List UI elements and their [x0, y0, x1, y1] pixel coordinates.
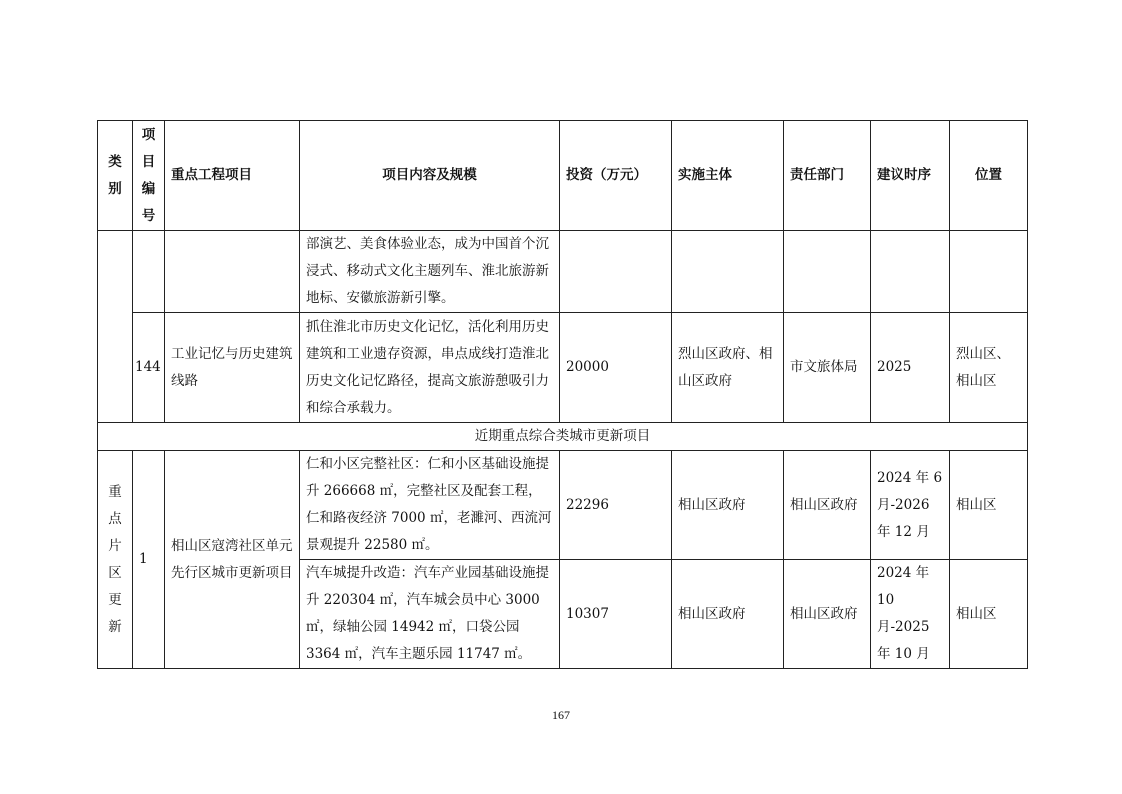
implementer-cell: 相山区政府	[672, 560, 784, 669]
number-cell: 144	[133, 313, 165, 423]
department-cell: 相山区政府	[784, 451, 871, 560]
location-cell: 相山区	[950, 451, 1028, 560]
number-cell	[133, 231, 165, 313]
header-investment: 投资（万元）	[560, 121, 672, 231]
section-title-row	[98, 423, 1028, 451]
content-cell: 抓住淮北市历史文化记忆，活化利用历史建筑和工业遗存资源，串点成线打造淮北历史文化记忆路径，提高文旅游憩吸引力和综合承载力。	[300, 313, 560, 423]
project-cell	[165, 231, 300, 313]
investment-cell	[560, 231, 672, 313]
table-row	[98, 231, 1028, 313]
table-row	[98, 451, 1028, 560]
header-schedule: 建议时序	[871, 121, 950, 231]
table-row	[98, 313, 1028, 423]
schedule-cell: 2024 年 6 月-2026 年 12 月	[871, 451, 950, 560]
header-category: 类 别	[98, 121, 133, 231]
investment-cell: 10307	[560, 560, 672, 669]
project-cell: 工业记忆与历史建筑线路	[165, 313, 300, 423]
header-row	[98, 121, 1028, 231]
investment-cell: 20000	[560, 313, 672, 423]
section-project-cell: 相山区寇湾社区单元先行区城市更新项目	[165, 451, 300, 669]
section-number-cell: 1	[133, 451, 165, 669]
project-table	[97, 120, 1028, 669]
header-department: 责任部门	[784, 121, 871, 231]
department-cell	[784, 231, 871, 313]
header-implementer: 实施主体	[672, 121, 784, 231]
schedule-cell: 2024 年 10 月-2025 年 10 月	[871, 560, 950, 669]
implementer-cell: 烈山区政府、相山区政府	[672, 313, 784, 423]
department-cell: 市文旅体局	[784, 313, 871, 423]
header-location: 位置	[950, 121, 1028, 231]
section-category-cell: 重 点 片 区 更 新	[98, 451, 133, 669]
header-content: 项目内容及规模	[300, 121, 560, 231]
location-cell	[950, 231, 1028, 313]
implementer-cell	[672, 231, 784, 313]
section-title: 近期重点综合类城市更新项目	[98, 423, 1028, 451]
investment-cell: 22296	[560, 451, 672, 560]
department-cell: 相山区政府	[784, 560, 871, 669]
content-cell: 仁和小区完整社区：仁和小区基础设施提升 266668 ㎡，完整社区及配套工程，仁和路夜经济 7000 ㎡，老濉河、西流河景观提升 22580 ㎡。	[300, 451, 560, 560]
category-cell	[98, 231, 133, 423]
header-project: 重点工程项目	[165, 121, 300, 231]
content-cell: 汽车城提升改造：汽车产业园基础设施提升 220304 ㎡，汽车城会员中心 3000 ㎡，绿轴公园 14942 ㎡，口袋公园 3364 ㎡，汽车主题乐园 11747 ㎡。	[300, 560, 560, 669]
page-number: 167	[552, 708, 570, 722]
header-number: 项 目 编 号	[133, 121, 165, 231]
location-cell: 烈山区、相山区	[950, 313, 1028, 423]
content-cell: 部演艺、美食体验业态，成为中国首个沉浸式、移动式文化主题列车、淮北旅游新地标、安徽旅游新引擎。	[300, 231, 560, 313]
location-cell: 相山区	[950, 560, 1028, 669]
schedule-cell: 2025	[871, 313, 950, 423]
schedule-cell	[871, 231, 950, 313]
implementer-cell: 相山区政府	[672, 451, 784, 560]
